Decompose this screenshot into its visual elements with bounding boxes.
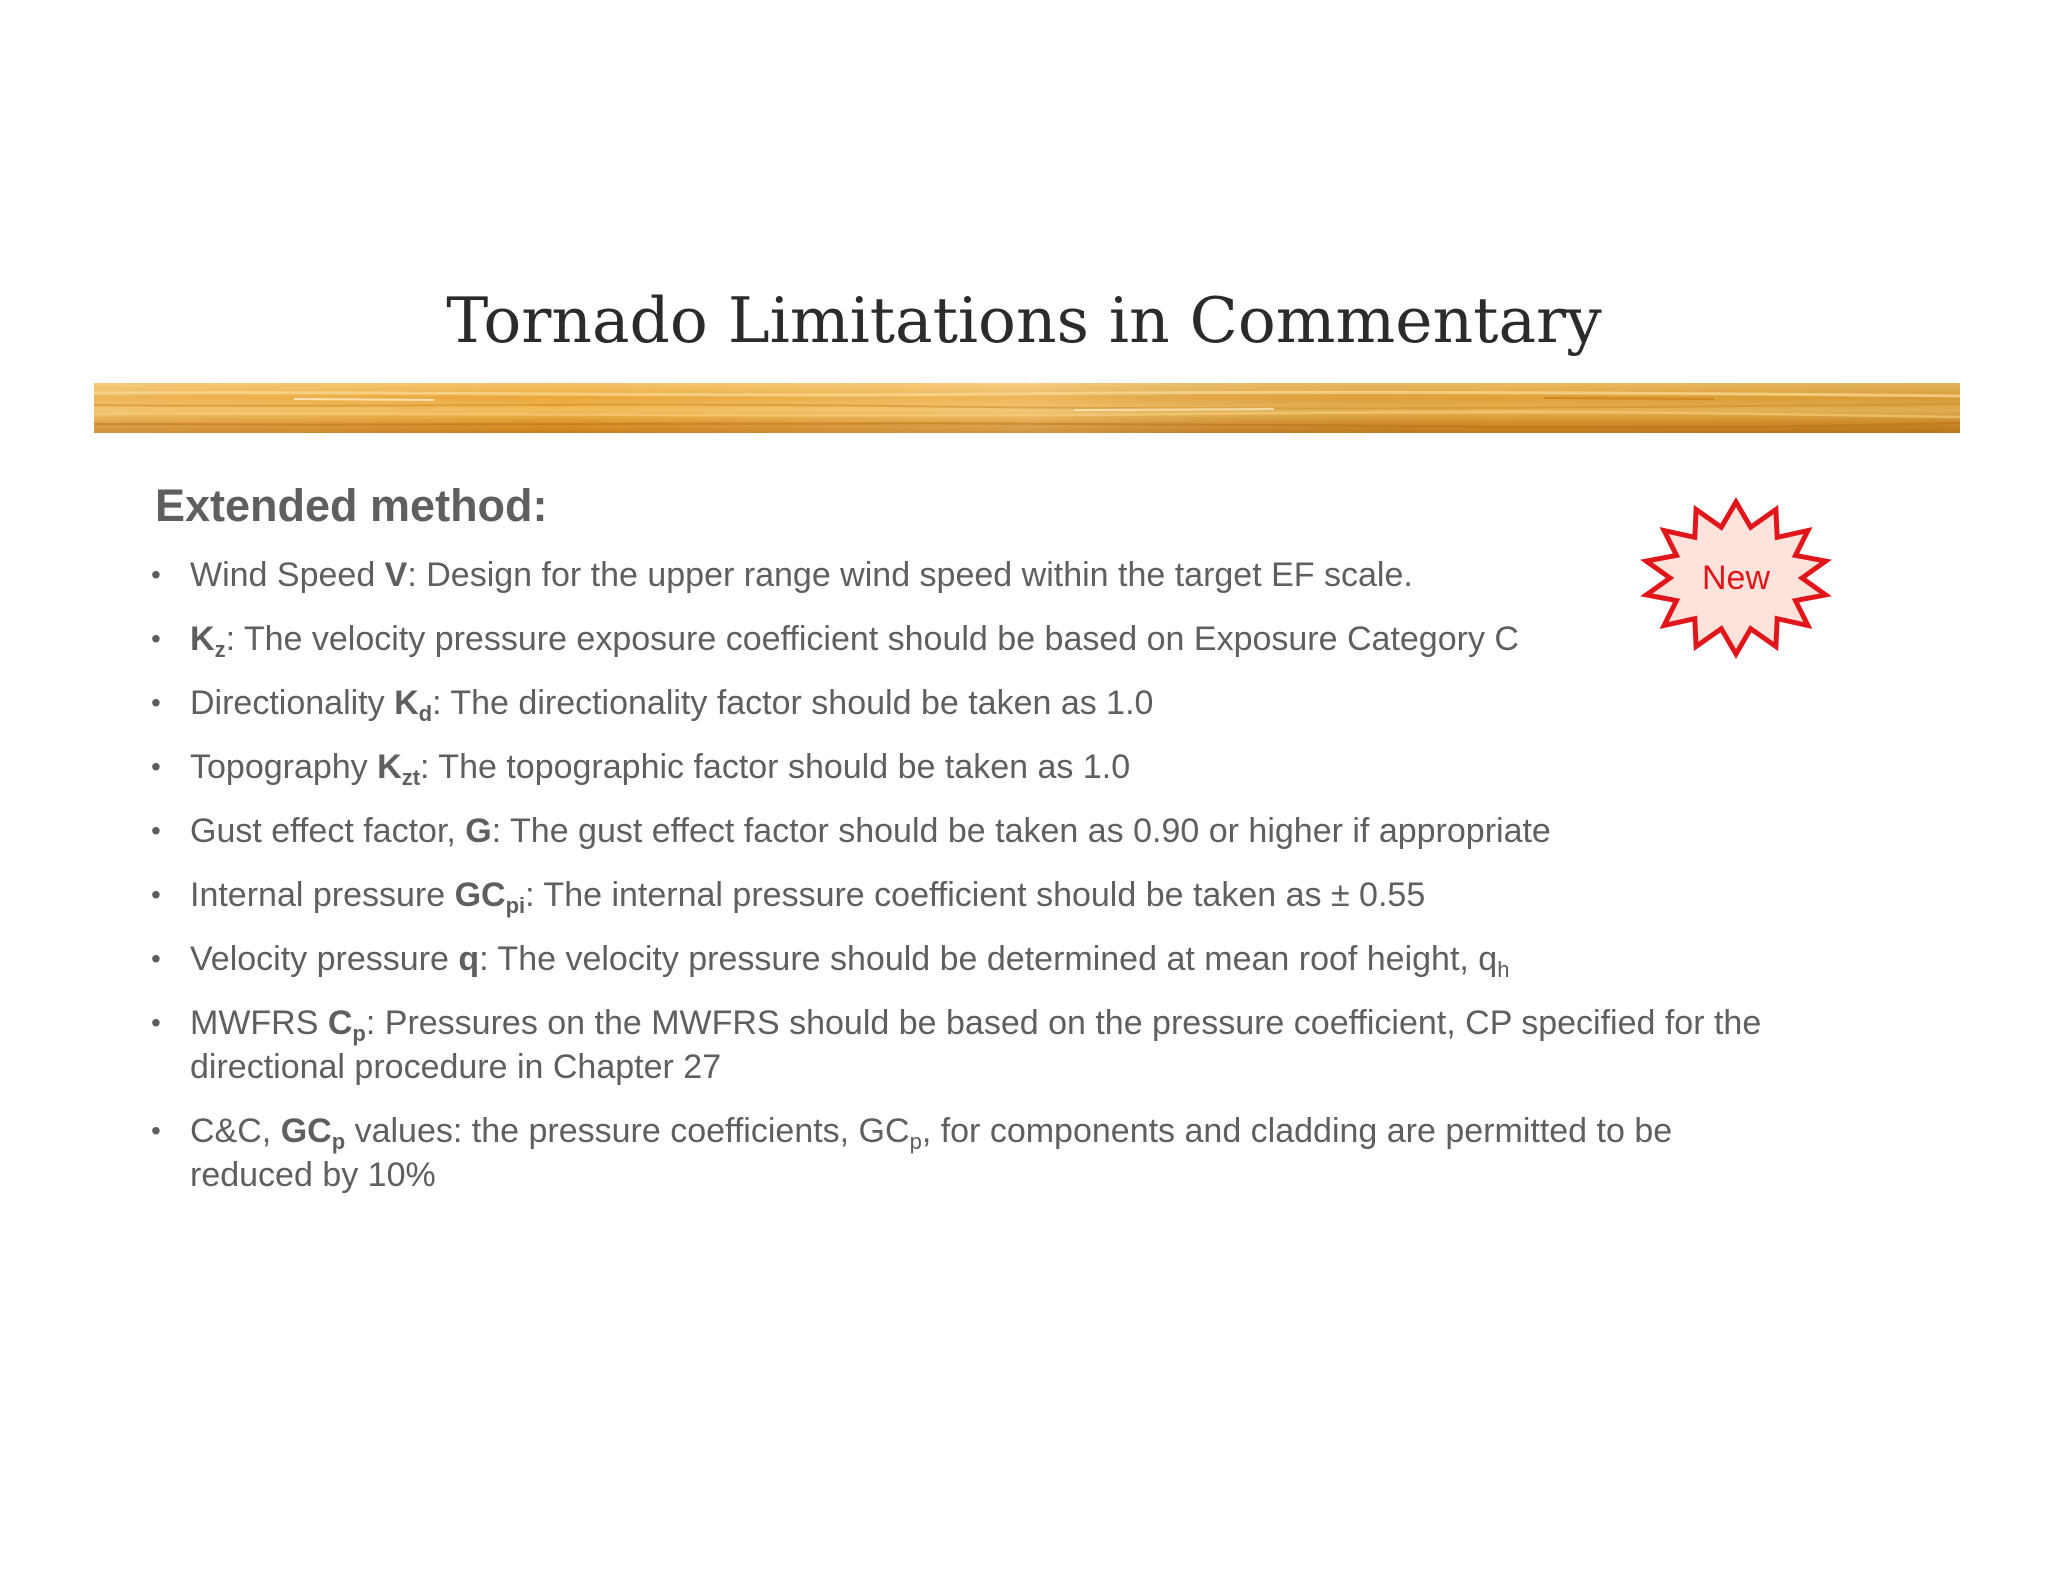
bullet-symbol-subscript: pi xyxy=(505,893,526,918)
bullet-kz xyxy=(147,617,1787,661)
bullet-prefix: Gust effect factor, xyxy=(190,812,466,850)
bullet-text-after: , for components and cladding are permitted to be reduced by 10% xyxy=(190,1112,1673,1194)
new-starburst-badge xyxy=(1636,496,1836,660)
bullet-text: : The topographic factor should be taken as 1.0 xyxy=(420,748,1131,786)
bullet-prefix: MWFRS xyxy=(190,1004,328,1042)
bullet-internal-pressure xyxy=(147,873,1787,917)
bullet-symbol: GC xyxy=(454,876,506,914)
section-heading: Extended method: xyxy=(155,480,548,531)
bullet-mwfrs xyxy=(147,1001,1787,1089)
bullet-text: : Design for the upper range wind speed within the target EF scale. xyxy=(407,556,1413,594)
wood-divider-graphic xyxy=(94,383,1960,433)
bullet-wind-speed xyxy=(147,553,1787,597)
bullet-mid-subscript: p xyxy=(909,1129,922,1154)
bullet-symbol: C xyxy=(327,1004,353,1042)
bullet-trailing-subscript: h xyxy=(1497,957,1510,982)
bullet-symbol-subscript: p xyxy=(331,1129,346,1154)
bullet-prefix: C&C, xyxy=(190,1112,281,1150)
slide-title: Tornado Limitations in Commentary xyxy=(446,284,1602,357)
bullet-prefix: Internal pressure xyxy=(190,876,455,914)
bullet-directionality xyxy=(147,681,1787,725)
bullet-symbol: K xyxy=(190,620,215,658)
bullet-symbol: GC xyxy=(280,1112,332,1150)
bullet-prefix: Directionality xyxy=(190,684,395,722)
bullet-text: : The directionality factor should be taken as 1.0 xyxy=(432,684,1154,722)
bullet-symbol: q xyxy=(458,940,480,978)
bullet-symbol-subscript: zt xyxy=(401,765,421,790)
bullet-prefix: Topography xyxy=(190,748,378,786)
bullet-text: : The velocity pressure exposure coefficient should be based on Exposure Category C xyxy=(225,620,1519,658)
bullet-velocity-pressure xyxy=(147,937,1787,981)
bullet-list xyxy=(147,553,1787,1217)
bullet-text: : Pressures on the MWFRS should be based on the pressure coefficient, CP specified for the directional procedure in Chapter 27 xyxy=(190,1004,1762,1086)
bullet-symbol: G xyxy=(465,812,492,850)
bullet-text: : The internal pressure coefficient should be taken as ± 0.55 xyxy=(525,876,1426,914)
bullet-prefix: Wind Speed xyxy=(190,556,385,594)
bullet-cc xyxy=(147,1109,1787,1197)
bullet-text: values: the pressure coefficients, GC xyxy=(345,1112,910,1150)
bullet-prefix: Velocity pressure xyxy=(190,940,459,978)
bullet-topography xyxy=(147,745,1787,789)
bullet-gust-effect xyxy=(147,809,1787,853)
bullet-symbol-subscript: d xyxy=(418,701,433,726)
bullet-symbol: K xyxy=(377,748,402,786)
bullet-text: : The velocity pressure should be determined at mean roof height, q xyxy=(479,940,1498,978)
bullet-symbol: K xyxy=(394,684,419,722)
bullet-symbol-subscript: p xyxy=(352,1021,366,1046)
bullet-symbol: V xyxy=(384,556,408,594)
bullet-text: : The gust effect factor should be taken as 0.90 or higher if appropriate xyxy=(491,812,1551,850)
new-badge-label: New xyxy=(1701,558,1771,597)
bullet-symbol-subscript: z xyxy=(214,637,226,662)
wood-divider-bar xyxy=(94,383,1960,433)
